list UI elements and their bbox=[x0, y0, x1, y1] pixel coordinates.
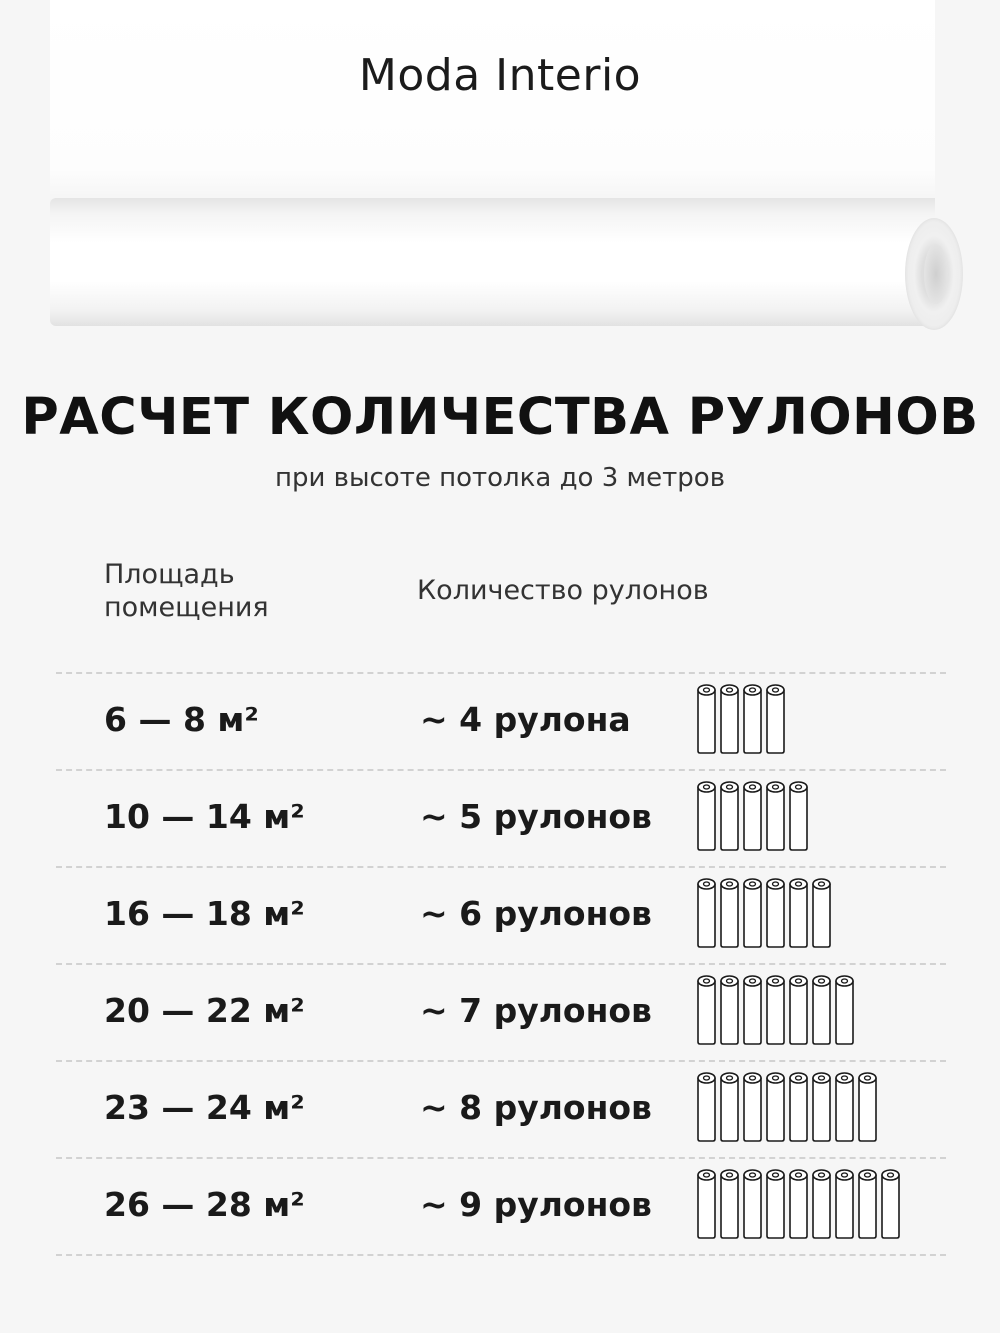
row-area: 6 — 8 м² bbox=[104, 700, 259, 739]
wallpaper-roll-icon bbox=[696, 877, 717, 949]
wallpaper-roll-icon bbox=[811, 1071, 832, 1143]
wallpaper-roll-icon bbox=[788, 1168, 809, 1240]
wallpaper-roll-icon bbox=[765, 974, 786, 1046]
table-row bbox=[56, 769, 946, 866]
wallpaper-roll-icon bbox=[696, 683, 717, 755]
wallpaper-roll-icon bbox=[765, 780, 786, 852]
page-title: РАСЧЕТ КОЛИЧЕСТВА РУЛОНОВ bbox=[21, 388, 979, 447]
wallpaper-roll-icon bbox=[765, 683, 786, 755]
wallpaper-roll-icon bbox=[719, 683, 740, 755]
wallpaper-roll-icon bbox=[811, 877, 832, 949]
wallpaper-roll-icon bbox=[788, 780, 809, 852]
wallpaper-roll-icon bbox=[834, 974, 855, 1046]
brand-name: Moda Interio bbox=[358, 50, 642, 101]
wallpaper-roll-icon bbox=[857, 1168, 878, 1240]
page-subtitle: при высоте потолка до 3 метров bbox=[274, 463, 726, 493]
wallpaper-roll-icon bbox=[811, 1168, 832, 1240]
roll-icons-group bbox=[696, 780, 809, 854]
wallpaper-roll-icon bbox=[880, 1168, 901, 1240]
wallpaper-roll-icon bbox=[765, 1071, 786, 1143]
roll-icons-group bbox=[696, 974, 855, 1048]
wallpaper-roll-icon bbox=[788, 1071, 809, 1143]
row-quantity: ~ 7 рулонов bbox=[420, 991, 652, 1030]
table-row bbox=[56, 1157, 946, 1256]
row-quantity: ~ 5 рулонов bbox=[420, 797, 652, 836]
wallpaper-roll-icon bbox=[719, 974, 740, 1046]
table-row bbox=[56, 672, 946, 769]
wallpaper-roll-icon bbox=[696, 1071, 717, 1143]
roll-icons-group bbox=[696, 1071, 878, 1145]
row-quantity: ~ 9 рулонов bbox=[420, 1185, 652, 1224]
row-area: 10 — 14 м² bbox=[104, 797, 305, 836]
roll-icons-group bbox=[696, 877, 832, 951]
wallpaper-roll-icon bbox=[742, 1071, 763, 1143]
wallpaper-roll-icon bbox=[788, 974, 809, 1046]
wallpaper-roll-icon bbox=[742, 877, 763, 949]
wallpaper-roll-icon bbox=[765, 877, 786, 949]
wallpaper-roll-icon bbox=[834, 1071, 855, 1143]
wallpaper-roll-icon bbox=[742, 1168, 763, 1240]
wallpaper-roll-icon bbox=[834, 1168, 855, 1240]
wallpaper-roll-core bbox=[924, 244, 948, 304]
wallpaper-roll-icon bbox=[742, 683, 763, 755]
wallpaper-roll-icon bbox=[696, 974, 717, 1046]
roll-calculation-table bbox=[56, 672, 946, 1256]
roll-icons-group bbox=[696, 1168, 901, 1242]
row-area: 20 — 22 м² bbox=[104, 991, 305, 1030]
row-quantity: ~ 6 рулонов bbox=[420, 894, 652, 933]
wallpaper-roll-icon bbox=[696, 780, 717, 852]
column-header-quantity: Количество рулонов bbox=[417, 575, 709, 606]
wallpaper-roll-icon bbox=[719, 1168, 740, 1240]
row-quantity: ~ 8 рулонов bbox=[420, 1088, 652, 1127]
wallpaper-roll-icon bbox=[696, 1168, 717, 1240]
wallpaper-sheet bbox=[50, 0, 935, 212]
wallpaper-roll-icon bbox=[719, 877, 740, 949]
table-row bbox=[56, 866, 946, 963]
row-quantity: ~ 4 рулона bbox=[420, 700, 631, 739]
wallpaper-roll-icon bbox=[765, 1168, 786, 1240]
column-header-area: Площадь помещения bbox=[104, 559, 269, 623]
wallpaper-roll-icon bbox=[788, 877, 809, 949]
row-area: 23 — 24 м² bbox=[104, 1088, 305, 1127]
wallpaper-roll-icon bbox=[742, 780, 763, 852]
wallpaper-roll-icon bbox=[811, 974, 832, 1046]
wallpaper-roll-icon bbox=[719, 1071, 740, 1143]
wallpaper-roll-icon bbox=[857, 1071, 878, 1143]
table-row bbox=[56, 963, 946, 1060]
wallpaper-roll-image bbox=[50, 198, 935, 326]
wallpaper-roll-icon bbox=[742, 974, 763, 1046]
row-area: 26 — 28 м² bbox=[104, 1185, 305, 1224]
table-row bbox=[56, 1060, 946, 1157]
roll-icons-group bbox=[696, 683, 786, 757]
wallpaper-roll-icon bbox=[719, 780, 740, 852]
row-area: 16 — 18 м² bbox=[104, 894, 305, 933]
